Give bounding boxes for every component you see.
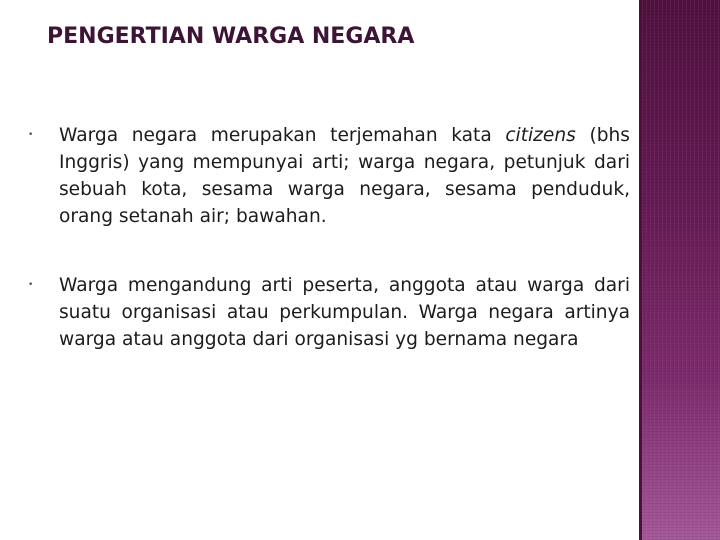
bullet-item-1 <box>28 122 630 230</box>
bullet-1-text-start: Warga negara merupakan terjemahan kata <box>59 125 506 146</box>
bullet-icon: • <box>28 130 34 140</box>
bullet-item-2 <box>28 272 630 353</box>
slide-title: PENGERTIAN WARGA NEGARA <box>47 24 415 49</box>
decorative-sidebar <box>642 0 720 540</box>
bullet-1-emphasis: citizens <box>505 125 576 146</box>
bullet-2-text: Warga mengandung arti peserta, anggota atau warga dari suatu organisasi atau perkumpulan. Warga negara artinya warga atau anggota dari organisasi yg bernama negara <box>59 275 630 350</box>
bullet-icon: • <box>28 280 34 290</box>
bullet-1-text-end: (bhs Inggris) yang mempunyai arti; warga negara, petunjuk dari sebuah kota, sesama warga negara, sesama penduduk, orang setanah air; bawahan. <box>59 125 630 227</box>
slide-body <box>28 122 630 395</box>
